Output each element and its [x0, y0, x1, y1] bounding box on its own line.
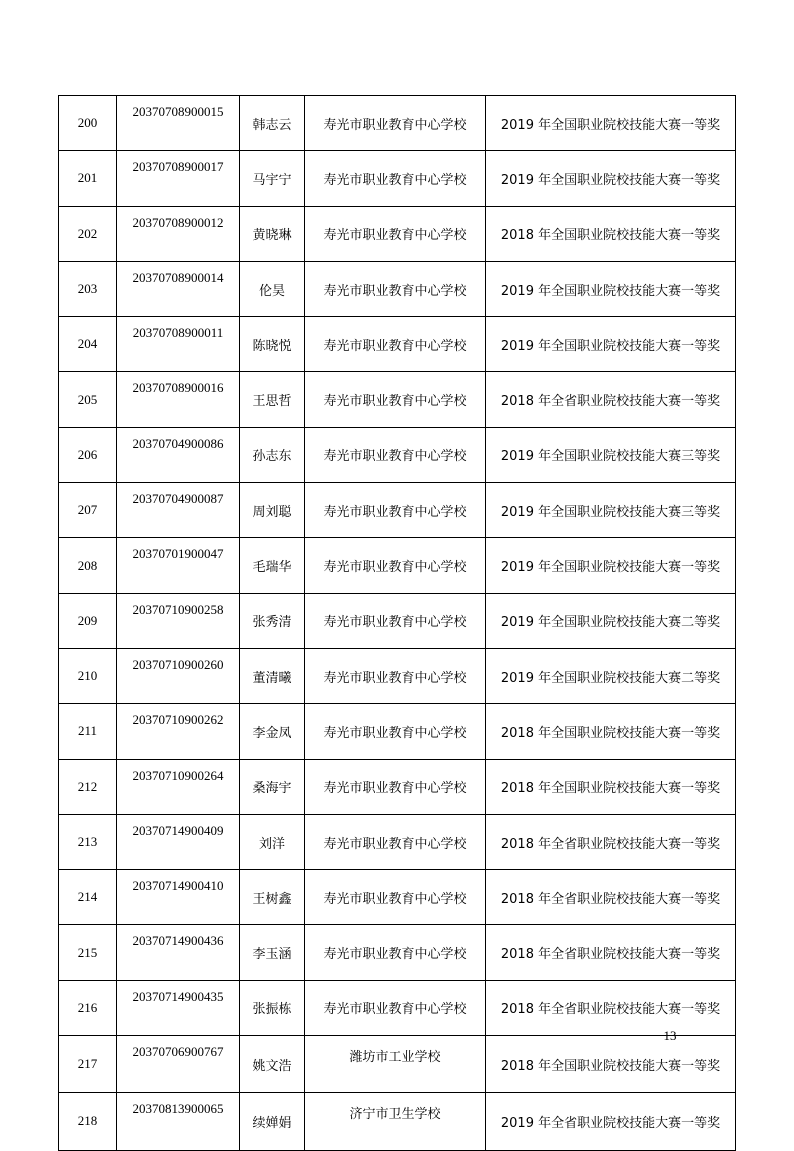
registration-id: 20370714900436: [117, 925, 240, 980]
table-row: [59, 759, 736, 814]
row-number: 200: [59, 96, 117, 151]
student-name: 孙志东: [240, 427, 305, 482]
registration-id: 20370704900087: [117, 483, 240, 538]
row-number: 218: [59, 1093, 117, 1150]
student-name: 韩志云: [240, 96, 305, 151]
registration-id: 20370710900258: [117, 593, 240, 648]
award-name: 2018 年全国职业院校技能大赛一等奖: [486, 206, 736, 261]
table-row: [59, 1093, 736, 1150]
award-name: 2019 年全国职业院校技能大赛三等奖: [486, 483, 736, 538]
table-row: [59, 593, 736, 648]
student-name: 陈晓悦: [240, 317, 305, 372]
student-name: 张秀清: [240, 593, 305, 648]
row-number: 210: [59, 648, 117, 703]
registration-id: 20370714900409: [117, 814, 240, 869]
award-name: 2019 年全国职业院校技能大赛一等奖: [486, 261, 736, 316]
table-row: [59, 206, 736, 261]
registration-id: 20370710900262: [117, 704, 240, 759]
student-name: 王树鑫: [240, 870, 305, 925]
table-body: [59, 96, 736, 1151]
school-name: 寿光市职业教育中心学校: [305, 814, 486, 869]
award-name: 2018 年全国职业院校技能大赛一等奖: [486, 1036, 736, 1093]
registration-id: 20370708900017: [117, 151, 240, 206]
registration-id: 20370706900767: [117, 1036, 240, 1093]
student-name: 张振栋: [240, 980, 305, 1035]
school-name: 寿光市职业教育中心学校: [305, 372, 486, 427]
table-row: [59, 870, 736, 925]
registration-id: 20370708900015: [117, 96, 240, 151]
student-name: 刘洋: [240, 814, 305, 869]
row-number: 213: [59, 814, 117, 869]
award-name: 2018 年全省职业院校技能大赛一等奖: [486, 980, 736, 1035]
award-name: 2018 年全国职业院校技能大赛一等奖: [486, 759, 736, 814]
row-number: 206: [59, 427, 117, 482]
school-name: 济宁市卫生学校: [305, 1093, 486, 1150]
registration-id: 20370708900011: [117, 317, 240, 372]
registration-id: 20370701900047: [117, 538, 240, 593]
student-name: 周刘聪: [240, 483, 305, 538]
table-row: [59, 151, 736, 206]
row-number: 202: [59, 206, 117, 261]
award-name: 2018 年全省职业院校技能大赛一等奖: [486, 925, 736, 980]
table-row: [59, 704, 736, 759]
school-name: 寿光市职业教育中心学校: [305, 427, 486, 482]
table-row: [59, 261, 736, 316]
school-name: 寿光市职业教育中心学校: [305, 648, 486, 703]
registration-id: 20370710900264: [117, 759, 240, 814]
award-name: 2018 年全省职业院校技能大赛一等奖: [486, 372, 736, 427]
row-number: 211: [59, 704, 117, 759]
school-name: 寿光市职业教育中心学校: [305, 593, 486, 648]
row-number: 215: [59, 925, 117, 980]
award-name: 2018 年全省职业院校技能大赛一等奖: [486, 870, 736, 925]
table-row: [59, 980, 736, 1035]
table-row: [59, 648, 736, 703]
student-name: 毛瑞华: [240, 538, 305, 593]
page-number: 13: [663, 1028, 677, 1043]
student-name: 黄晓琳: [240, 206, 305, 261]
award-name: 2019 年全省职业院校技能大赛一等奖: [486, 1093, 736, 1150]
award-table: [58, 95, 736, 1151]
school-name: 寿光市职业教育中心学校: [305, 151, 486, 206]
row-number: 207: [59, 483, 117, 538]
student-name: 桑海宇: [240, 759, 305, 814]
row-number: 204: [59, 317, 117, 372]
student-name: 董清曦: [240, 648, 305, 703]
student-name: 续婵娟: [240, 1093, 305, 1150]
table-row: [59, 925, 736, 980]
school-name: 寿光市职业教育中心学校: [305, 980, 486, 1035]
school-name: 寿光市职业教育中心学校: [305, 206, 486, 261]
row-number: 216: [59, 980, 117, 1035]
registration-id: 20370708900014: [117, 261, 240, 316]
school-name: 寿光市职业教育中心学校: [305, 317, 486, 372]
student-name: 马宇宁: [240, 151, 305, 206]
award-name: 2019 年全国职业院校技能大赛三等奖: [486, 427, 736, 482]
row-number: 208: [59, 538, 117, 593]
award-name: 2019 年全国职业院校技能大赛二等奖: [486, 648, 736, 703]
award-name: 2018 年全省职业院校技能大赛一等奖: [486, 814, 736, 869]
registration-id: 20370813900065: [117, 1093, 240, 1150]
table-row: [59, 538, 736, 593]
table-row: [59, 427, 736, 482]
table-row: [59, 483, 736, 538]
table-row: [59, 814, 736, 869]
row-number: 214: [59, 870, 117, 925]
registration-id: 20370708900016: [117, 372, 240, 427]
school-name: 寿光市职业教育中心学校: [305, 704, 486, 759]
table-row: [59, 96, 736, 151]
school-name: 潍坊市工业学校: [305, 1036, 486, 1093]
registration-id: 20370714900435: [117, 980, 240, 1035]
row-number: 203: [59, 261, 117, 316]
award-name: 2019 年全国职业院校技能大赛二等奖: [486, 593, 736, 648]
school-name: 寿光市职业教育中心学校: [305, 96, 486, 151]
registration-id: 20370710900260: [117, 648, 240, 703]
school-name: 寿光市职业教育中心学校: [305, 759, 486, 814]
student-name: 伦昊: [240, 261, 305, 316]
student-name: 姚文浩: [240, 1036, 305, 1093]
award-name: 2019 年全国职业院校技能大赛一等奖: [486, 96, 736, 151]
row-number: 217: [59, 1036, 117, 1093]
school-name: 寿光市职业教育中心学校: [305, 261, 486, 316]
table-row: [59, 317, 736, 372]
table-row: [59, 372, 736, 427]
school-name: 寿光市职业教育中心学校: [305, 925, 486, 980]
row-number: 201: [59, 151, 117, 206]
award-name: 2019 年全国职业院校技能大赛一等奖: [486, 538, 736, 593]
table-row: [59, 1036, 736, 1093]
school-name: 寿光市职业教育中心学校: [305, 538, 486, 593]
registration-id: 20370714900410: [117, 870, 240, 925]
row-number: 212: [59, 759, 117, 814]
row-number: 209: [59, 593, 117, 648]
award-name: 2019 年全国职业院校技能大赛一等奖: [486, 151, 736, 206]
row-number: 205: [59, 372, 117, 427]
school-name: 寿光市职业教育中心学校: [305, 870, 486, 925]
student-name: 李金凤: [240, 704, 305, 759]
student-name: 李玉涵: [240, 925, 305, 980]
school-name: 寿光市职业教育中心学校: [305, 483, 486, 538]
award-name: 2018 年全国职业院校技能大赛一等奖: [486, 704, 736, 759]
award-name: 2019 年全国职业院校技能大赛一等奖: [486, 317, 736, 372]
student-name: 王思哲: [240, 372, 305, 427]
registration-id: 20370704900086: [117, 427, 240, 482]
registration-id: 20370708900012: [117, 206, 240, 261]
